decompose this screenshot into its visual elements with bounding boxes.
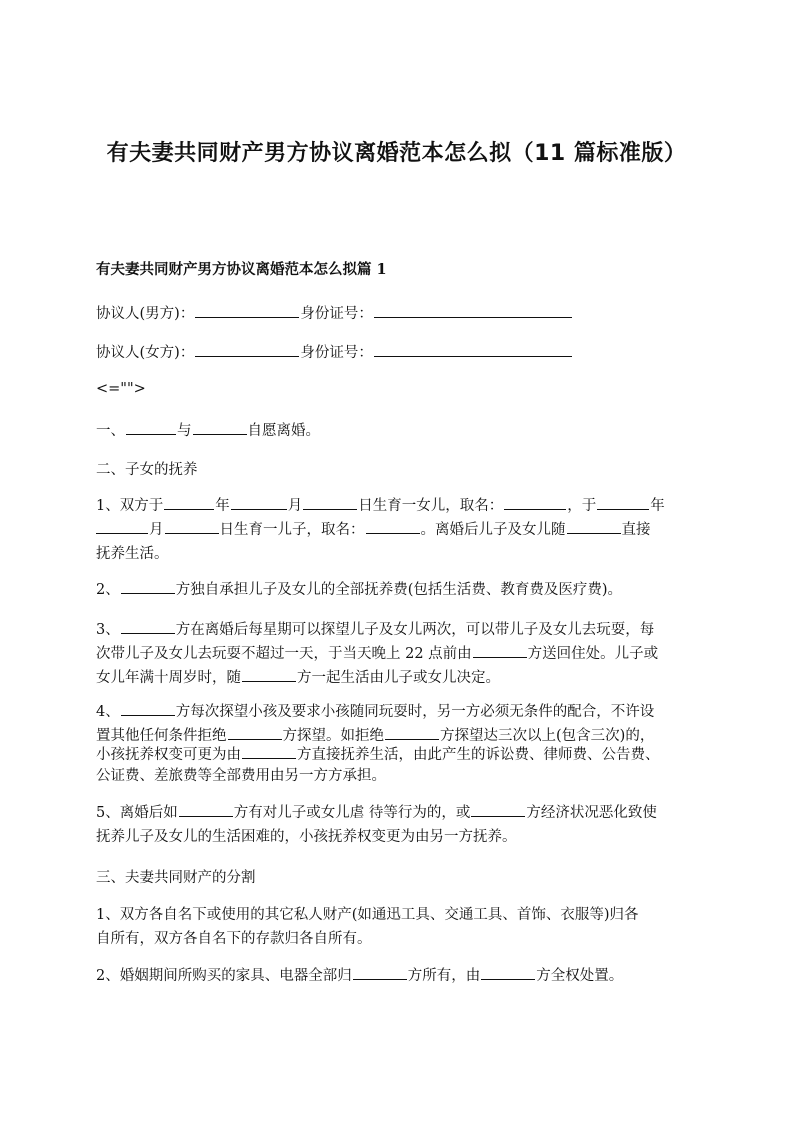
text: 方直接抚养生活，由此产生的诉讼费、律师费、公告费、 xyxy=(297,747,660,763)
paragraph-5-line-1 xyxy=(96,801,706,825)
blank xyxy=(242,668,296,682)
party-female-label: 协议人(女方)： xyxy=(96,345,195,361)
blank xyxy=(353,966,407,980)
male-id-label: 身份证号： xyxy=(300,306,373,322)
text: 年 xyxy=(650,498,665,514)
section-3-heading: 三、夫妻共同财产的分割 xyxy=(96,870,256,886)
text: 次带儿子及女儿去玩耍不超过一天，于当天晚上 22 点前由 xyxy=(96,646,472,662)
text: 方在离婚后每星期可以探望儿子及女儿两次，可以带儿子及女儿去玩耍，每 xyxy=(175,622,655,638)
blank xyxy=(597,496,649,510)
text: 年 xyxy=(215,498,230,514)
text: 方有对儿子或女儿虐 待等行为的，或 xyxy=(233,805,471,821)
blank xyxy=(96,520,148,534)
property-paragraph-1-line-2: 自所有，双方各自名下的存款归各自所有。 xyxy=(96,931,372,947)
party-male-line xyxy=(96,302,706,326)
blank xyxy=(366,520,420,534)
text: 3、 xyxy=(96,622,120,638)
text: 2、婚姻期间所购买的家具、电器全部归 xyxy=(96,968,352,984)
text: 方探望。如拒绝 xyxy=(282,728,384,744)
property-paragraph-1-line-1: 1、双方各自名下或使用的其它私人财产(如通迅工具、交通工具、首饰、衣服等)归各 xyxy=(96,907,639,923)
blank xyxy=(567,520,621,534)
text: 直接 xyxy=(621,522,651,538)
text: 方经济状况恶化致使 xyxy=(526,805,657,821)
section-2-heading: 二、子女的抚养 xyxy=(96,462,198,478)
paragraph-3-line-3 xyxy=(96,666,706,690)
blank xyxy=(126,421,176,435)
text: 5、离婚后如 xyxy=(96,805,178,821)
blank xyxy=(231,496,287,510)
item-1 xyxy=(96,419,706,443)
text: 方探望达三次以上(包含三次)的， xyxy=(440,728,655,744)
paragraph-1-line-1 xyxy=(96,494,706,518)
text: 2、 xyxy=(96,582,120,598)
blank xyxy=(193,421,247,435)
blank xyxy=(121,620,175,634)
paragraph-4-line-1 xyxy=(96,700,706,724)
blank xyxy=(121,702,175,716)
property-paragraph-2 xyxy=(96,964,706,988)
text: 方独自承担儿子及女儿的全部抚养费(包括生活费、教育费及医疗费)。 xyxy=(175,582,623,598)
text: 方全权处置。 xyxy=(536,968,624,984)
text: 月 xyxy=(149,522,164,538)
text: 日生育一儿子，取名： xyxy=(219,522,365,538)
text: 方一起生活由儿子或女儿决定。 xyxy=(297,670,500,686)
party-female-line xyxy=(96,341,706,365)
blank xyxy=(179,803,233,817)
paragraph-3-line-1 xyxy=(96,618,706,642)
paragraph-2 xyxy=(96,578,706,602)
blank xyxy=(242,745,296,759)
text: 4、 xyxy=(96,704,120,720)
blank xyxy=(471,803,525,817)
text: 。离婚后儿子及女儿随 xyxy=(420,522,566,538)
text: 小孩抚养权变可更为由 xyxy=(96,747,241,763)
paragraph-1-line-2 xyxy=(96,518,706,542)
blank xyxy=(481,966,535,980)
female-name-blank xyxy=(195,343,299,357)
paragraph-3-line-2 xyxy=(96,642,706,666)
blank xyxy=(385,726,439,740)
paragraph-5-line-2: 抚养儿子及女儿的生活困难的，小孩抚养权变更为由另一方抚养。 xyxy=(96,829,517,845)
blank xyxy=(164,496,214,510)
text: 方所有，由 xyxy=(407,968,481,984)
text: 日生育一女儿，取名： xyxy=(358,498,504,514)
female-id-blank xyxy=(374,343,572,357)
text: 方送回住处。儿子或 xyxy=(527,646,659,662)
blank xyxy=(504,496,566,510)
text: 置其他任何条件拒绝 xyxy=(96,728,227,744)
text: 1、双方于 xyxy=(96,498,164,514)
item-1-suffix: 自愿离婚。 xyxy=(247,423,320,439)
text: 方每次探望小孩及要求小孩随同玩耍时，另一方必须无条件的配合，不许设 xyxy=(175,704,655,720)
paragraph-4-line-4: 公证费、差旅费等全部费用由另一方方承担。 xyxy=(96,768,386,784)
text: 女儿年满十周岁时，随 xyxy=(96,670,241,686)
blank xyxy=(473,644,527,658)
text: ，于 xyxy=(567,498,597,514)
male-id-blank xyxy=(374,304,572,318)
section-heading: 有夫妻共同财产男方协议离婚范本怎么拟篇 1 xyxy=(96,261,387,278)
blank xyxy=(303,496,357,510)
party-male-label: 协议人(男方)： xyxy=(96,306,195,322)
female-id-label: 身份证号： xyxy=(300,345,373,361)
blank xyxy=(228,726,282,740)
item-1-mid: 与 xyxy=(177,423,192,439)
text: 月 xyxy=(287,498,303,514)
document-title: 有夫妻共同财产男方协议离婚范本怎么拟（11 篇标准版） xyxy=(106,141,687,166)
stray-markup-text: <=""> xyxy=(96,381,146,397)
blank xyxy=(121,580,175,594)
male-name-blank xyxy=(195,304,299,318)
item-1-prefix: 一、 xyxy=(96,423,125,439)
paragraph-1-line-3: 抚养生活。 xyxy=(96,546,169,562)
blank xyxy=(165,520,219,534)
